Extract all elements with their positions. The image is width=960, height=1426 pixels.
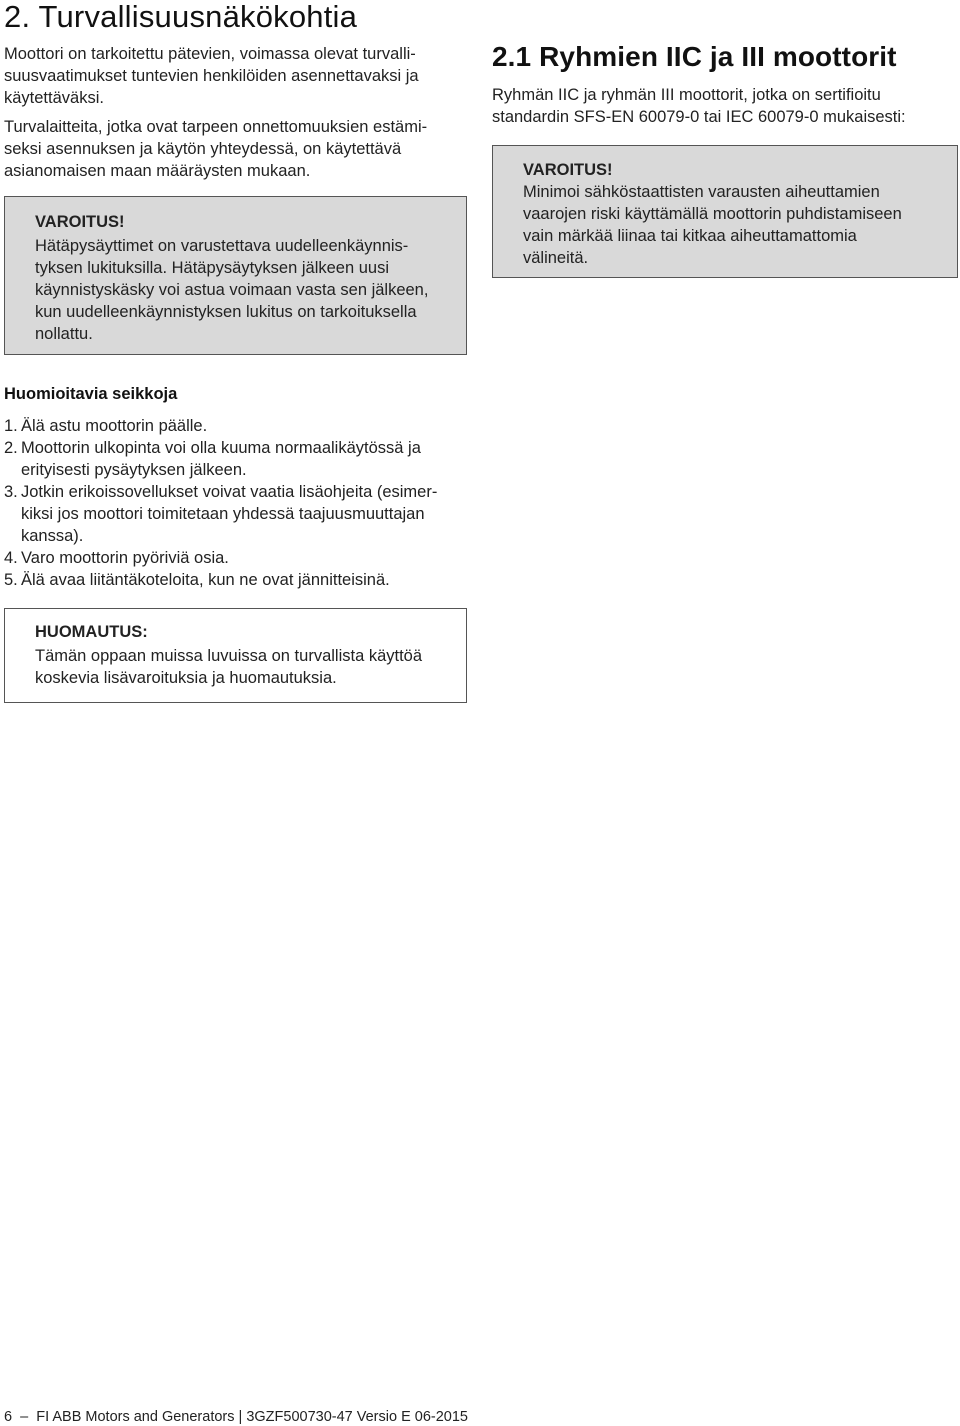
- list-item-line: kiksi jos moottori toimitetaan yhdessä taajuusmuuttajan: [21, 505, 425, 523]
- list-item: [4, 415, 470, 437]
- warning-line: kun uudelleenkäynnistyksen lukitus on tarkoituksella: [35, 303, 417, 321]
- page-footer: 6 – FI ABB Motors and Generators | 3GZF500730-47 Versio E 06-2015: [4, 1409, 468, 1425]
- list-item-text: [21, 415, 470, 437]
- warning-title: VAROITUS!: [35, 213, 125, 231]
- list-item-text: [21, 569, 470, 591]
- warning-line: vain märkää liinaa tai kitkaa aiheuttamattomia: [523, 227, 857, 245]
- para2-line: Turvalaitteita, jotka ovat tarpeen onnettomuuksien estämi-: [4, 118, 428, 136]
- list-item-number: 4.: [4, 549, 18, 567]
- warning-line: käynnistyskäsky voi astua voimaan vasta sen jälkeen,: [35, 281, 429, 299]
- considerations-section: [4, 383, 470, 591]
- list-item-line: Jotkin erikoissovellukset voivat vaatia lisäohjeita (esimer-: [21, 483, 438, 501]
- para-line: standardin SFS-EN 60079-0 tai IEC 60079-0 mukaisesti:: [492, 108, 906, 126]
- warning-line: välineitä.: [523, 249, 589, 267]
- notice-line: koskevia lisävaroituksia ja huomautuksia.: [35, 669, 337, 687]
- para2-line: seksi asennuksen ja käytön yhteydessä, on käytettävä: [4, 140, 402, 158]
- list-item: [4, 481, 470, 547]
- list-item-text: [21, 481, 470, 547]
- list-item-number: 3.: [4, 483, 18, 501]
- section-2-heading: 2. Turvallisuusnäkökohtia: [4, 0, 358, 34]
- list-item: [4, 547, 470, 569]
- notice-text: [35, 645, 466, 689]
- right-column: [492, 40, 958, 278]
- warning-line: Hätäpysäyttimet on varustettava uudelleenkäynnis-: [35, 237, 409, 255]
- list-item-line: Älä avaa liitäntäkoteloita, kun ne ovat jännitteisinä.: [21, 571, 390, 589]
- list-item-number: 5.: [4, 571, 18, 589]
- warning-text: [35, 235, 466, 345]
- list-item-line: Älä astu moottorin päälle.: [21, 417, 208, 435]
- warning-line: Minimoi sähköstaattisten varausten aiheuttamien: [523, 183, 880, 201]
- section-2-paragraph-2: [4, 116, 470, 182]
- section-2-1-heading: 2.1 Ryhmien IIC ja III moottorit: [492, 41, 897, 72]
- warning-line: tyksen lukituksilla. Hätäpysäytyksen jälkeen uusi: [35, 259, 390, 277]
- warning-line: vaarojen riski käyttämällä moottorin puhdistamiseen: [523, 205, 902, 223]
- para-line: Ryhmän IIC ja ryhmän III moottorit, jotka on sertifioitu: [492, 86, 881, 104]
- para1-line: suusvaatimukset tuntevien henkilöiden asennettavaksi ja: [4, 67, 419, 85]
- warning-box-emergency-stop: [4, 196, 467, 355]
- left-column: [4, 0, 470, 355]
- warning-box-electrostatic: [492, 145, 958, 278]
- list-item-line: erityisesti pysäytyksen jälkeen.: [21, 461, 247, 479]
- list-item-number: 2.: [4, 439, 18, 457]
- list-item-line: kanssa).: [21, 527, 84, 545]
- list-item-line: Moottorin ulkopinta voi olla kuuma normaalikäytössä ja: [21, 439, 421, 457]
- warning-line: nollattu.: [35, 325, 93, 343]
- para1-line: Moottori on tarkoitettu pätevien, voimassa olevat turvalli-: [4, 45, 416, 63]
- list-item-text: [21, 437, 470, 481]
- notice-box: [4, 608, 467, 703]
- considerations-list: [4, 415, 470, 591]
- notice-line: Tämän oppaan muissa luvuissa on turvallista käyttöä: [35, 647, 423, 665]
- para1-line: käytettäväksi.: [4, 89, 104, 107]
- warning-title: VAROITUS!: [523, 161, 613, 179]
- considerations-heading: Huomioitavia seikkoja: [4, 385, 178, 403]
- list-item: [4, 437, 470, 481]
- warning-text: [523, 181, 957, 269]
- para2-line: asianomaisen maan määräysten mukaan.: [4, 162, 311, 180]
- section-2-1-paragraph: [492, 84, 958, 128]
- list-item: [4, 569, 470, 591]
- list-item-line: Varo moottorin pyöriviä osia.: [21, 549, 229, 567]
- notice-title: HUOMAUTUS:: [35, 623, 148, 641]
- list-item-number: 1.: [4, 417, 18, 435]
- list-item-text: [21, 547, 470, 569]
- section-2-paragraph-1: [4, 43, 470, 109]
